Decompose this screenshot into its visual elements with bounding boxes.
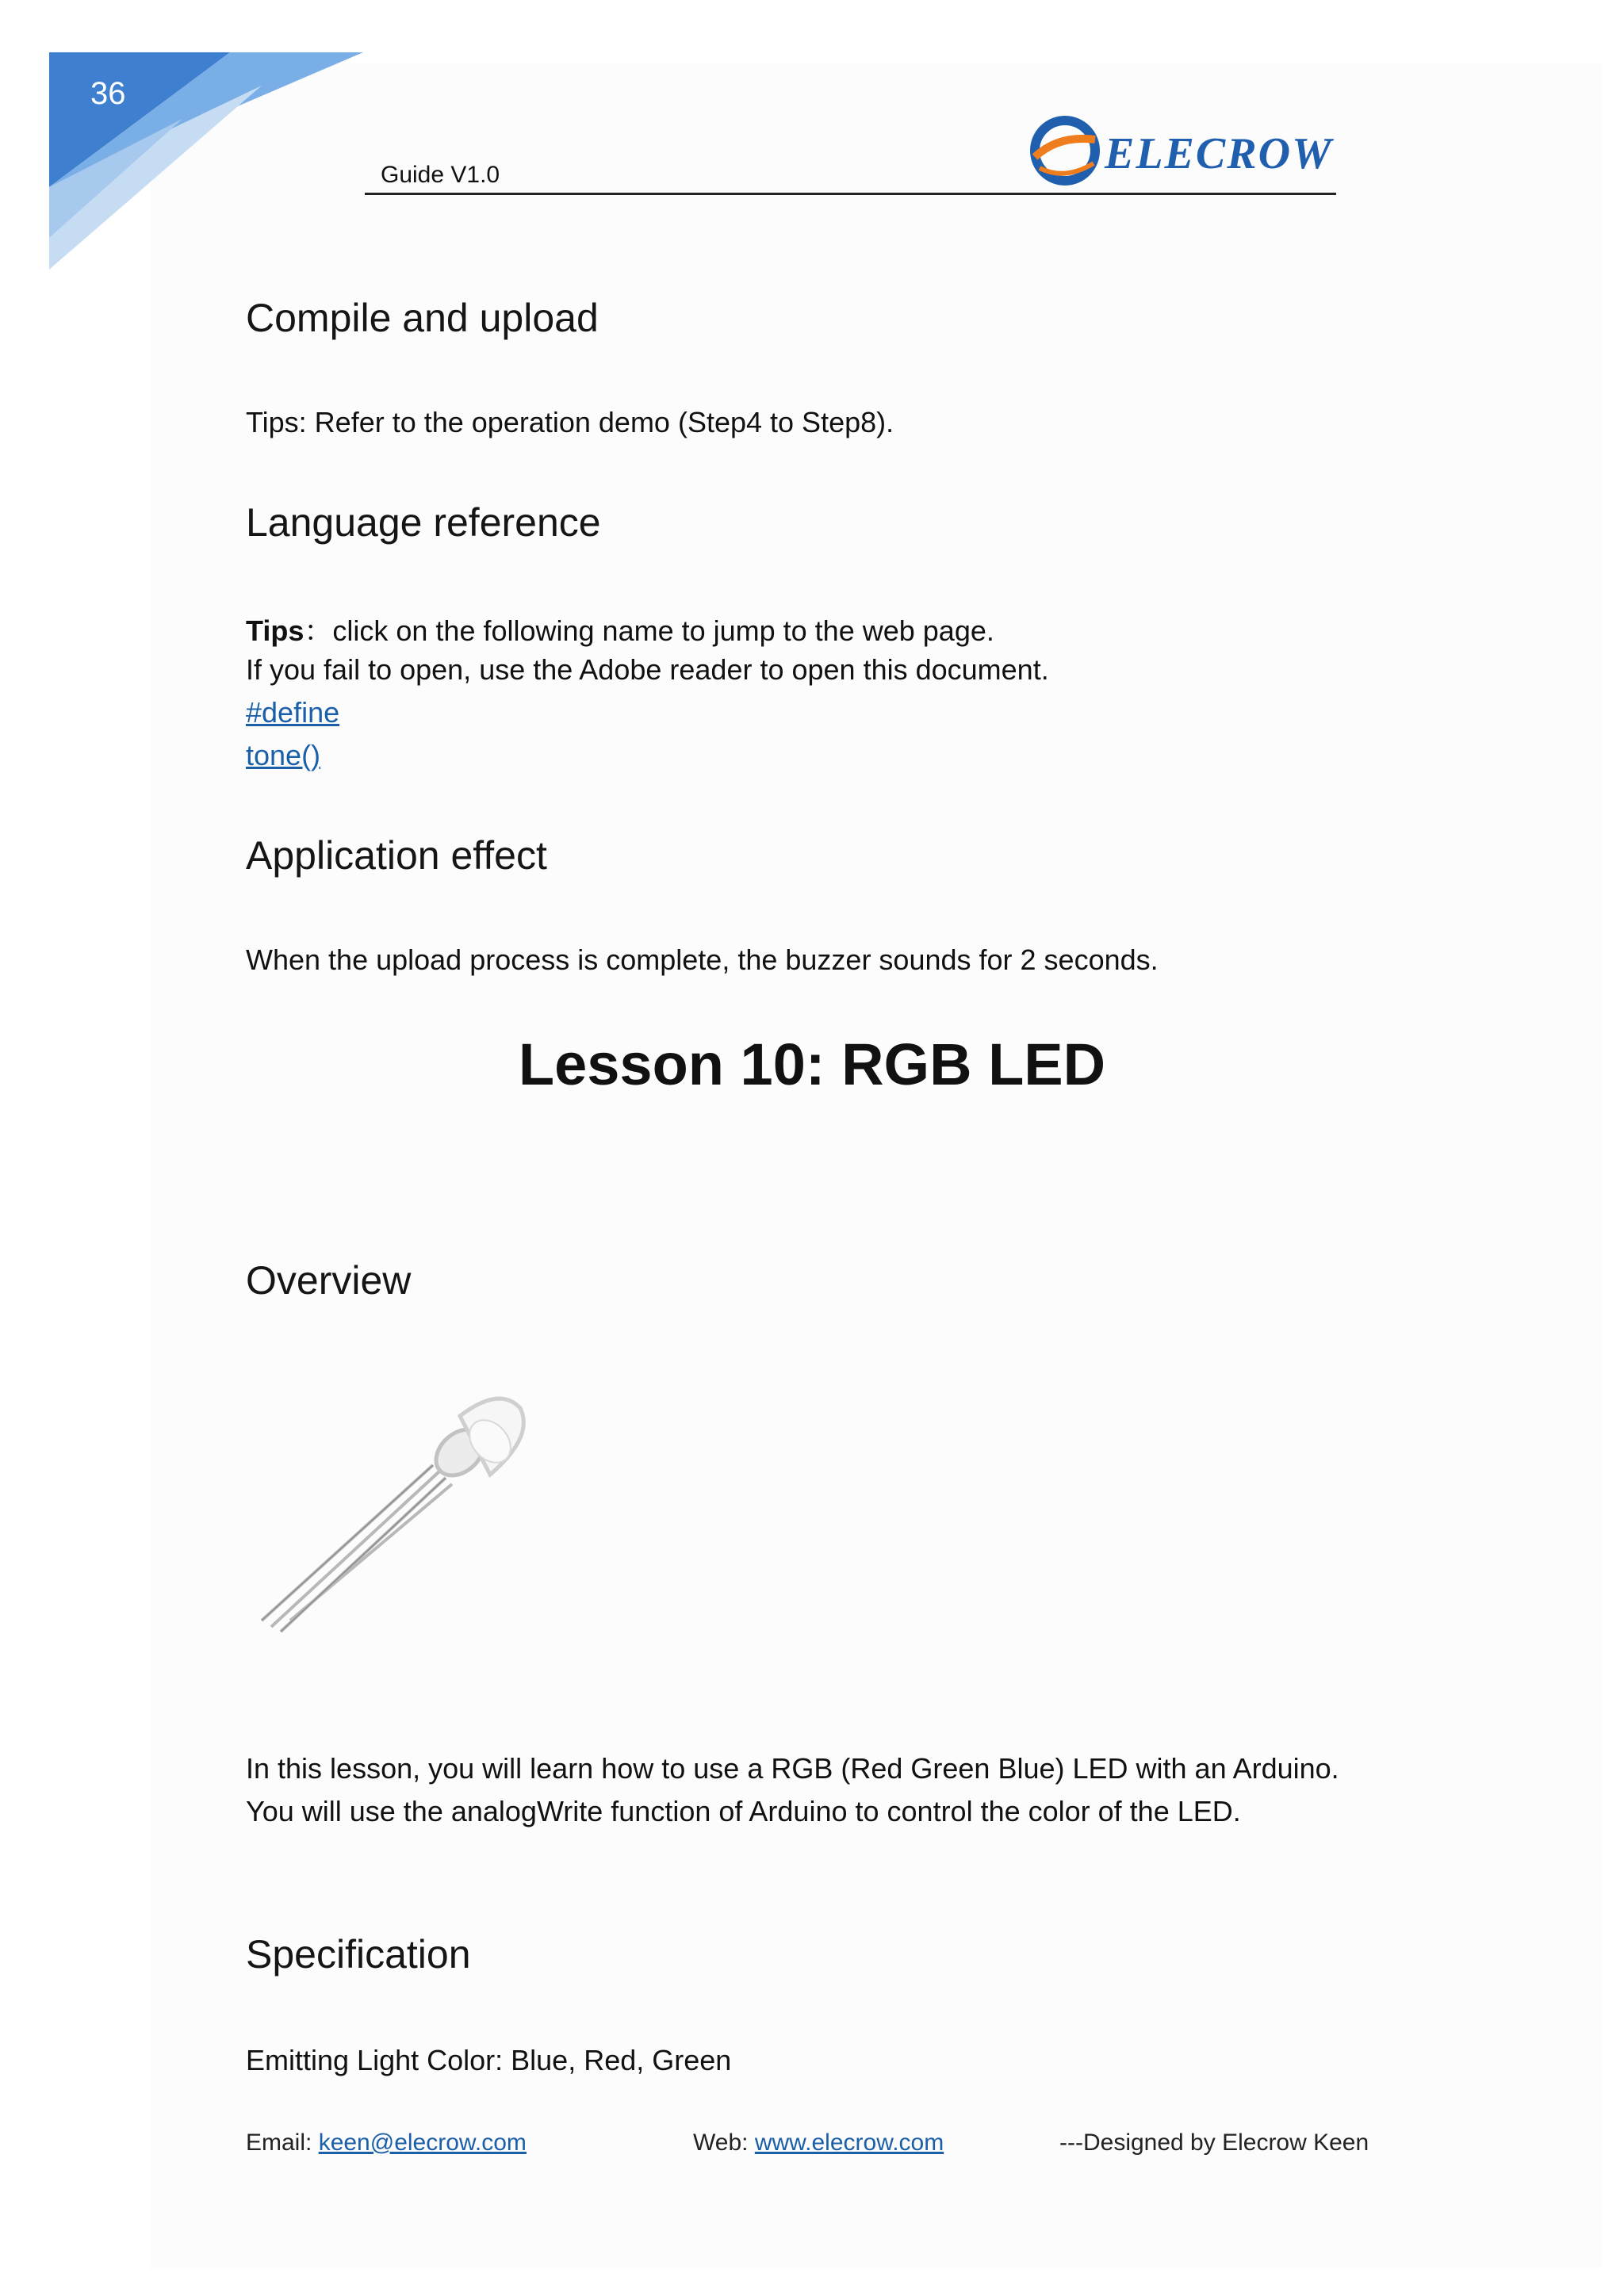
designed-name: Elecrow Keen [1222,2130,1369,2156]
logo-swirl-icon [1035,121,1095,181]
elecrow-logo [1027,111,1336,194]
designed-prefix: ---Designed by [1059,2130,1223,2156]
tips-text: click on the following name to jump to the web page. [332,614,994,647]
footer-email [246,2130,527,2156]
language-tips-line2: If you fail to open, use the Adobe reader to open this document. [246,653,1049,686]
rgb-led-image [252,1370,538,1640]
lesson-title: Lesson 10: RGB LED [518,1031,1106,1097]
application-effect-heading: Application effect [246,833,547,878]
web-link[interactable]: www.elecrow.com [754,2130,944,2156]
overview-text-line2: You will use the analogWrite function of Arduino to control the color of the LED. [246,1795,1241,1827]
guide-version-label: Guide V1.0 [381,162,500,188]
language-tips-line1 [246,609,994,649]
tips-separator: ： [304,614,333,647]
overview-heading: Overview [246,1258,412,1303]
footer-web [693,2130,944,2156]
application-effect-text: When the upload process is complete, the buzzer sounds for 2 seconds. [246,943,1159,976]
corner-decoration [0,0,373,277]
compile-tips-text: Tips: Refer to the operation demo (Step4 to Step8). [246,406,894,438]
web-label: Web: [693,2130,755,2156]
tone-link[interactable]: tone() [246,739,321,771]
footer-designed-by [1059,2130,1369,2156]
logo-text: ELECROW [1105,129,1333,178]
email-label: Email: [246,2130,319,2156]
tips-label: Tips [246,614,304,647]
page-number: 36 [90,76,126,111]
define-link[interactable]: #define [246,696,340,729]
specification-heading: Specification [246,1932,471,1976]
specification-color-text: Emitting Light Color: Blue, Red, Green [246,2044,732,2076]
language-reference-heading: Language reference [246,500,601,545]
overview-text-line1: In this lesson, you will learn how to use a RGB (Red Green Blue) LED with an Arduino. [246,1752,1339,1785]
compile-upload-heading: Compile and upload [246,296,599,340]
email-link[interactable]: keen@elecrow.com [318,2130,527,2156]
